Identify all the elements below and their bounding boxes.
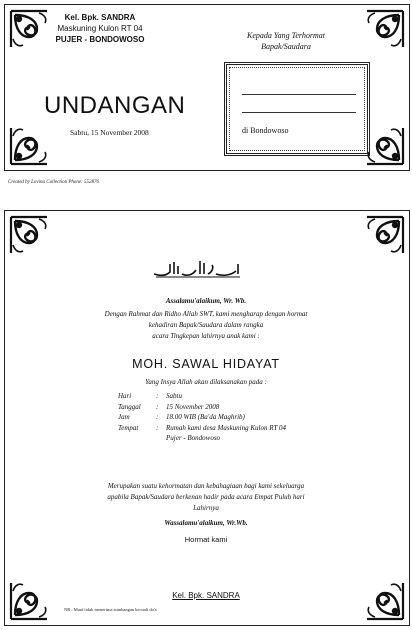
closing-text	[30, 481, 382, 514]
corner-ornament-icon	[7, 124, 51, 168]
address-line	[242, 94, 356, 95]
sender-city: PUJER - BONDOWOSO	[55, 35, 145, 44]
corner-ornament-icon	[7, 579, 51, 623]
detail-label: Jam	[118, 413, 130, 422]
detail-row: Tanggal : 15 November 2008	[118, 402, 220, 411]
bismillah-calligraphy-icon	[150, 258, 244, 280]
greeting: Assalamu'alaikum, Wr. Wb.	[165, 297, 247, 305]
intro-line: acara Tingkepan lahirnya anak kami :	[152, 332, 260, 340]
envelope-title: UNDANGAN	[44, 92, 186, 119]
detail-value: Pujer - Bondowoso	[166, 434, 221, 443]
detail-row: Tempat : Rumah kami desa Maskuning Kulon RT 04	[118, 423, 287, 432]
address-city: di Bondowoso	[242, 126, 289, 135]
intro-line: Dengan Rahmat dan Ridho Allah SWT, kami mengharap dengan hormat	[104, 310, 308, 318]
envelope-date: Sabtu, 15 November 2008	[70, 128, 149, 137]
detail-value: Sabtu	[166, 392, 182, 400]
detail-label: Tanggal	[118, 402, 141, 411]
credit-text: Created by Lovina Collection Phone: 552876	[8, 180, 100, 185]
intro-line: kehadiran Bapak/Saudara dalam rangka	[148, 321, 264, 329]
intro-text	[30, 309, 382, 342]
sender-block	[26, 12, 174, 45]
detail-label: Hari	[118, 392, 132, 400]
detail-row	[118, 433, 286, 444]
sender-address: Maskuning Kulon RT 04	[57, 24, 143, 33]
regards: Hormat kami	[184, 535, 228, 544]
event-details	[118, 391, 286, 444]
corner-ornament-icon	[363, 213, 407, 257]
detail-row: Jam : 18.00 WIB (Ba'da Maghrib)	[118, 413, 245, 422]
farewell: Wassalamu'alaikum, Wr.Wb.	[164, 519, 248, 527]
closing-line: Lahirnya	[193, 504, 219, 512]
sender-name: Kel. Bpk. SANDRA	[64, 13, 136, 22]
detail-value: Rumah kami desa Maskuning Kulon RT 04	[166, 423, 287, 432]
signer-name: Kel. Bpk. SANDRA	[172, 591, 240, 600]
detail-row: Hari : Sabtu	[118, 392, 182, 400]
address-box	[224, 62, 370, 156]
schedule-intro: Yang Insya Allah akan dilaksanakan pada :	[145, 378, 267, 386]
detail-value: 18.00 WIB (Ba'da Maghrib)	[166, 413, 245, 422]
closing-line: apabila Bapak/Saudara berkenan hadir pada acara Empat Puluh hari	[107, 493, 305, 501]
recipient-heading-line2: Bapak/Saudara	[261, 42, 311, 51]
recipient-heading	[202, 30, 370, 52]
detail-value: 15 November 2008	[166, 402, 220, 411]
corner-ornament-icon	[7, 213, 51, 257]
closing-line: Merupakan suatu kehormatan dan kebahagiaan bagi kami sekeluarga	[107, 482, 305, 490]
footnote: NB : Maaf tidak menerima sumbangan kecuali do'a	[64, 607, 157, 612]
corner-ornament-icon	[363, 579, 407, 623]
recipient-heading-line1: Kepada Yang Terhormat	[247, 31, 325, 40]
detail-label: Tempat	[118, 423, 139, 432]
address-line	[242, 112, 356, 113]
child-name: MOH. SAWAL HIDAYAT	[132, 357, 280, 371]
